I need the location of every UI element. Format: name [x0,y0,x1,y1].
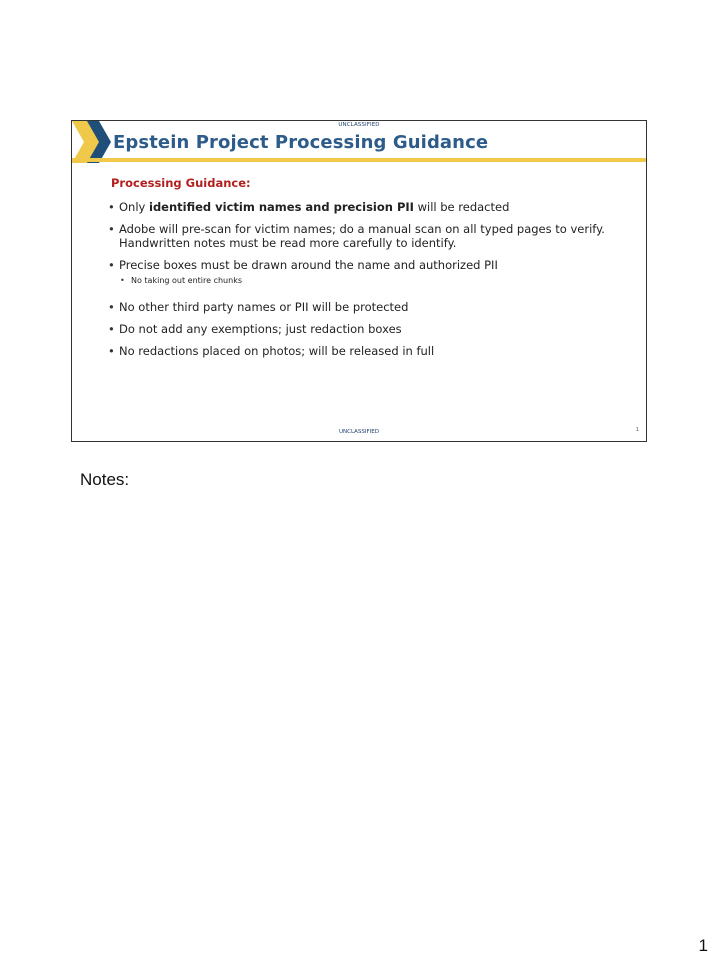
bullet-item: • No other third party names or PII will be protected [108,300,640,314]
bullet-list [108,200,640,366]
chevron-logo-icon [72,121,112,163]
classification-banner-top: UNCLASSIFIED [338,122,380,128]
bullet-item: • Do not add any exemptions; just redaction boxes [108,322,640,336]
slide-title: Epstein Project Processing Guidance [113,132,489,153]
title-divider [72,158,646,162]
bullet-item: • No redactions placed on photos; will be released in full [108,344,640,358]
bullet-text: Only [119,200,149,214]
bullet-text: will be redacted [413,200,510,214]
sub-bullet-item: • No taking out entire chunks [120,276,640,286]
slide-number: 1 [635,427,639,433]
slide [71,120,647,442]
bullet-item: • Precise boxes must be drawn around the name and authorized PII [108,258,640,272]
bullet-emphasis: identified victim names and precision PII [149,200,414,214]
page-number: 1 [698,936,708,955]
classification-banner-bottom: UNCLASSIFIED [338,429,380,435]
bullet-item [108,200,640,214]
bullet-item: • Adobe will pre-scan for victim names; do a manual scan on all typed pages to verify. Handwritten notes must be read more carefully to identify. [108,222,640,250]
slide-subtitle: Processing Guidance: [111,176,251,190]
notes-label: Notes: [80,470,130,489]
